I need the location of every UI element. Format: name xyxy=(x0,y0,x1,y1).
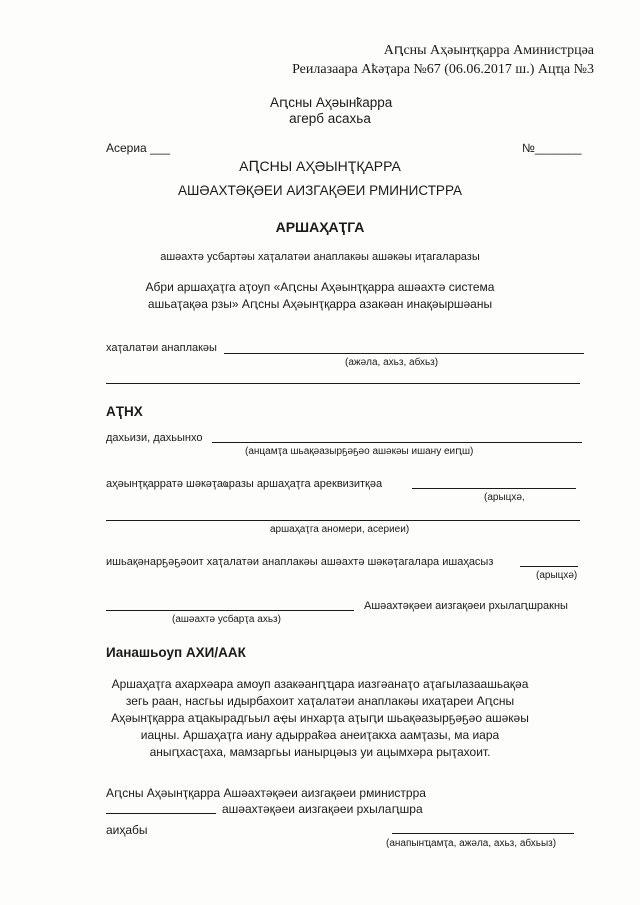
person-underline-2 xyxy=(106,383,580,384)
header-decree-line: Реилазаара Аҟәҭара №67 (06.06.2017 ш.) Ацҵа №3 xyxy=(292,62,594,77)
header-ministry-line: Аԥсны Аҳәынҭқарра Аминистрцәа xyxy=(383,43,594,58)
registration-underline-2 xyxy=(106,520,580,521)
registration-hint-2: аршаҳаҭга аномери, асериеи) xyxy=(270,524,410,535)
signature-underline xyxy=(392,833,574,834)
office-underline xyxy=(106,610,354,611)
office-hint: (ашәахтә усбарҭа ахьз) xyxy=(172,614,281,625)
date-hint: (анцамҭа шьақәазырҕәҕәо ашәкәы ишану еиԥш) xyxy=(245,446,474,457)
document-title: АРШАҲАҬГА xyxy=(275,219,365,235)
notice-line-3: Аҳәынҭқарра аҵакырадгьыл аҿы инхарҭа аҭыԥи шьақәазырҕәҕәо ашәкәы xyxy=(111,711,529,725)
registration-underline xyxy=(412,488,576,489)
notice-line-2: зегь раан, насгьы идырбахоит хаҭалатәи анаплакәы ихаҭареи Аԥсны xyxy=(125,694,515,708)
person-hint: (ажәла, ахьз, абхьз) xyxy=(345,357,439,368)
date-underline xyxy=(212,442,582,443)
notice-line-5: аныԥхасҭаха, мамзаргьы ианырцәыз уи ацымхәра рыҭахоит. xyxy=(149,745,491,759)
footer-head-line: ашәахтәқәеи аизгақәеи рхылаԥшра xyxy=(222,802,423,816)
footer-head-underline xyxy=(106,813,216,814)
document-subtitle: ашәахтә усбартәы хаҭалатәи анаплакәы ашәкәы иҭагаларазы xyxy=(160,251,480,263)
number-label: №_______ xyxy=(522,141,582,155)
office-label: Ашәахтәқәеи аизгақәеи рхылаԥшракны xyxy=(364,600,568,612)
notice-line-4: иацны. Аршаҳаҭга иану адырраҟәа анеиҭакха аамҭазы, ма иара xyxy=(140,728,500,742)
person-label: хаҭалатәи анаплакәы xyxy=(106,342,217,354)
code-heading: Ианашьоуп АХИ/ААК xyxy=(106,645,246,660)
deadline-label: ишьақәнарҕәҕәоит хаҭалатәи анаплакәы ашәахтә шәкәҭагалара ишаҳасыз xyxy=(106,556,494,568)
footer-sign-label: аиҳабы xyxy=(106,823,148,837)
state-title: АԤСНЫ АҲӘЫНҬҚАРРА xyxy=(239,158,401,174)
person-underline xyxy=(224,353,584,354)
registration-label: аҳәынҭқарратә шәкәҭаҩразы аршаҳаҭга ареквизитқәа xyxy=(106,478,383,490)
deadline-underline xyxy=(520,566,578,567)
emblem-line-2: агерб асахьа xyxy=(289,111,371,126)
registration-hint-1: (арыцхә, xyxy=(484,492,525,503)
intro-line-2: ашьаҭақәа рзы» Аԥсны Аҳәынҭқарра азакәан инақәыршәаны xyxy=(147,297,493,311)
deadline-hint: (арыцхә) xyxy=(536,570,578,581)
footer-ministry-line: Аԥсны Аҳәынҭқарра Ашәахтәқәеи аизгақәеи рминистрра xyxy=(106,786,426,800)
date-label: дахьизи, дахьынхо xyxy=(106,432,203,444)
intro-line-1: Абри аршаҳаҭга аҭоуп «Аԥсны Аҳәынҭқарра ашәахтә система xyxy=(145,280,495,294)
notice-line-1: Аршаҳаҭга ахархәара амоуп азакәанԥҵара иазгәанаҭо аҭагылазаашьақәа xyxy=(111,677,529,691)
series-label: Асериа ___ xyxy=(106,141,171,155)
ministry-title: АШӘАХТӘҚӘЕИ АИЗГАҚӘЕИ РМИНИСТРРА xyxy=(177,183,463,198)
atnx-heading: АҬНХ xyxy=(106,404,143,419)
signature-hint: (анапынҵамҭа, ажәла, ахьз, абхьыз) xyxy=(386,838,557,849)
emblem-line-1: Аԥсны Аҳәынҟарра xyxy=(270,95,393,110)
